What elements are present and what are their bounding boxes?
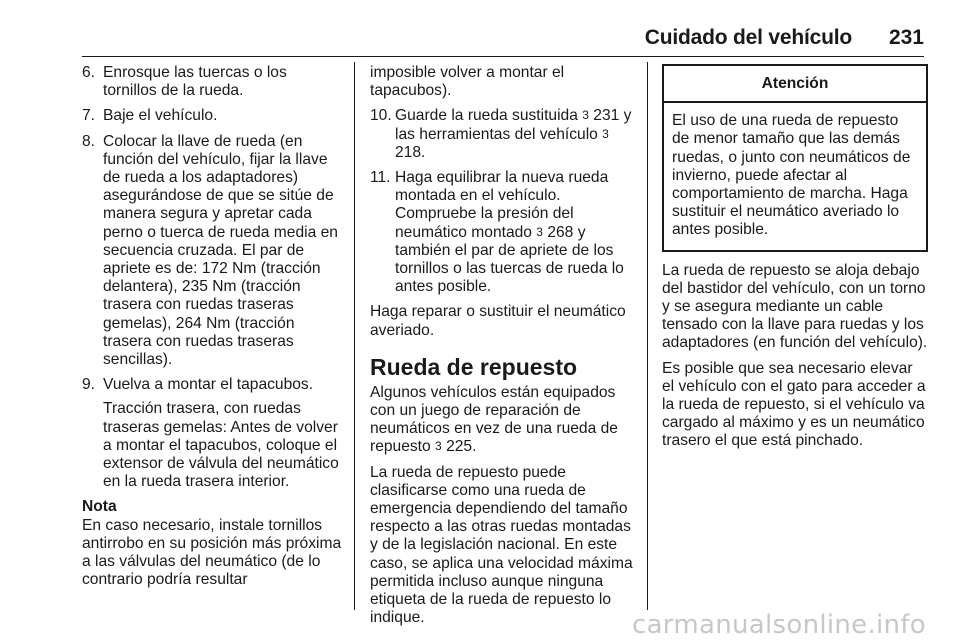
page-ref-link[interactable]: 268 [547,223,574,241]
text-segment: Compruebe la presión del neumático montado [395,205,574,241]
column-1 [82,64,344,589]
item-text: Colocar la llave de rueda (en función del vehículo, fijar la llave de rueda a los adaptadores) asegurándose de que se sitúe de manera segura y apretar cada perno o tuerca de rueda media en secuencia cruzada. El par de apriete es de: 172 Nm (tracción delantera), 235 Nm (tracción trasera con ruedas traseras gemelas), 264 Nm (tracción trasera con ruedas traseras sencillas). [103,132,338,369]
text-segment: . [421,143,426,161]
note-text: En caso necesario, instale tornillos antirrobo en su posición más próxima a las válvulas del neumático (de lo contrario podría resultar [82,516,342,589]
list-item [370,107,634,162]
paragraph: Es posible que sea necesario elevar el vehículo con el gato para acceder a la rueda de repuesto, si el vehículo va cargado al máximo y es un neumático trasero el que está pinchado. [662,359,926,450]
item-text [395,107,634,162]
column-divider-1 [354,62,355,610]
list-item [82,133,344,370]
item-text: Enrosque las tuercas o los tornillos de la rueda. [103,64,287,100]
text-segment: Guarde la rueda sustituida [395,107,583,125]
list-item [82,376,344,491]
column-3 [662,64,928,458]
page-title: Cuidado del vehículo [644,26,852,49]
note-title: Nota [82,498,117,516]
item-text: Vuelva a montar el tapacubos. [103,376,314,394]
section-heading: Rueda de repuesto [370,353,578,380]
page-ref-icon: 3 [602,126,609,141]
paragraph: La rueda de repuesto puede clasificarse como una rueda de emergencia dependiendo del tamaño respecto a las otras ruedas montadas y de la legislación nacional. En este caso, se aplica una velocidad máxima permitida incluso aunque ninguna etiqueta de la rueda de repuesto lo indique. [370,463,633,627]
paragraph: Haga reparar o sustituir el neumático averiado. [370,303,626,339]
page-ref-link[interactable]: 218 [395,143,422,161]
page-ref-icon: 3 [582,108,589,123]
page-number: 231 [888,26,924,49]
item-number: 10. [370,107,392,125]
column-2 [370,64,634,634]
item-number: 8. [82,132,96,150]
header-divider [82,56,924,57]
watermark-text: carmanualsonline.info [631,610,926,640]
item-number: 11. [370,169,391,187]
page-ref-link[interactable]: 231 [593,107,620,125]
page-ref-icon: 3 [435,439,442,454]
item-number: 9. [82,376,96,394]
page-header [82,26,924,54]
paragraph [370,384,634,457]
text-segment: y las herramientas del vehículo [395,107,632,143]
paragraph: La rueda de repuesto se aloja debajo del bastidor del vehículo, con un torno y se asegura mediante un cable tensado con la llave para ruedas y los adaptadores (en función del vehículo). [662,261,928,352]
warning-box [662,64,928,252]
text-segment: Algunos vehículos están equipados con un juego de reparación de neumáticos en vez de una rueda de repuesto [370,383,618,456]
column-divider-2 [647,62,648,610]
continued-text: imposible volver a montar el tapacubos). [370,64,565,100]
item-number: 7. [82,107,96,125]
item-text: Baje el vehículo. [103,107,218,125]
item-subtext: Tracción trasera, con ruedas traseras gemelas: Antes de volver a montar el tapacubos, coloque el extensor de válvula del neumático en la rueda trasera interior. [103,400,339,491]
text-segment: . [472,438,477,456]
item-subtext [395,205,634,296]
page-ref-icon: 3 [536,224,543,239]
list-item [370,169,634,296]
warning-title: Atención [664,66,926,103]
text-segment: y también el par de apriete de los tornillos o las tuercas de rueda lo antes posible. [395,223,624,296]
item-text: Haga equilibrar la nueva rueda montada en el vehículo. [395,169,609,205]
item-number: 6. [82,64,96,81]
list-item [82,107,344,125]
warning-text: El uso de una rueda de repuesto de menor tamaño que las demás ruedas, o junto con neumáticos de invierno, puede afectar al comportamiento de marcha. Haga sustituir el neumático averiado lo antes posible. [672,112,911,239]
page-ref-link[interactable]: 225 [446,438,473,456]
list-item [82,64,344,100]
